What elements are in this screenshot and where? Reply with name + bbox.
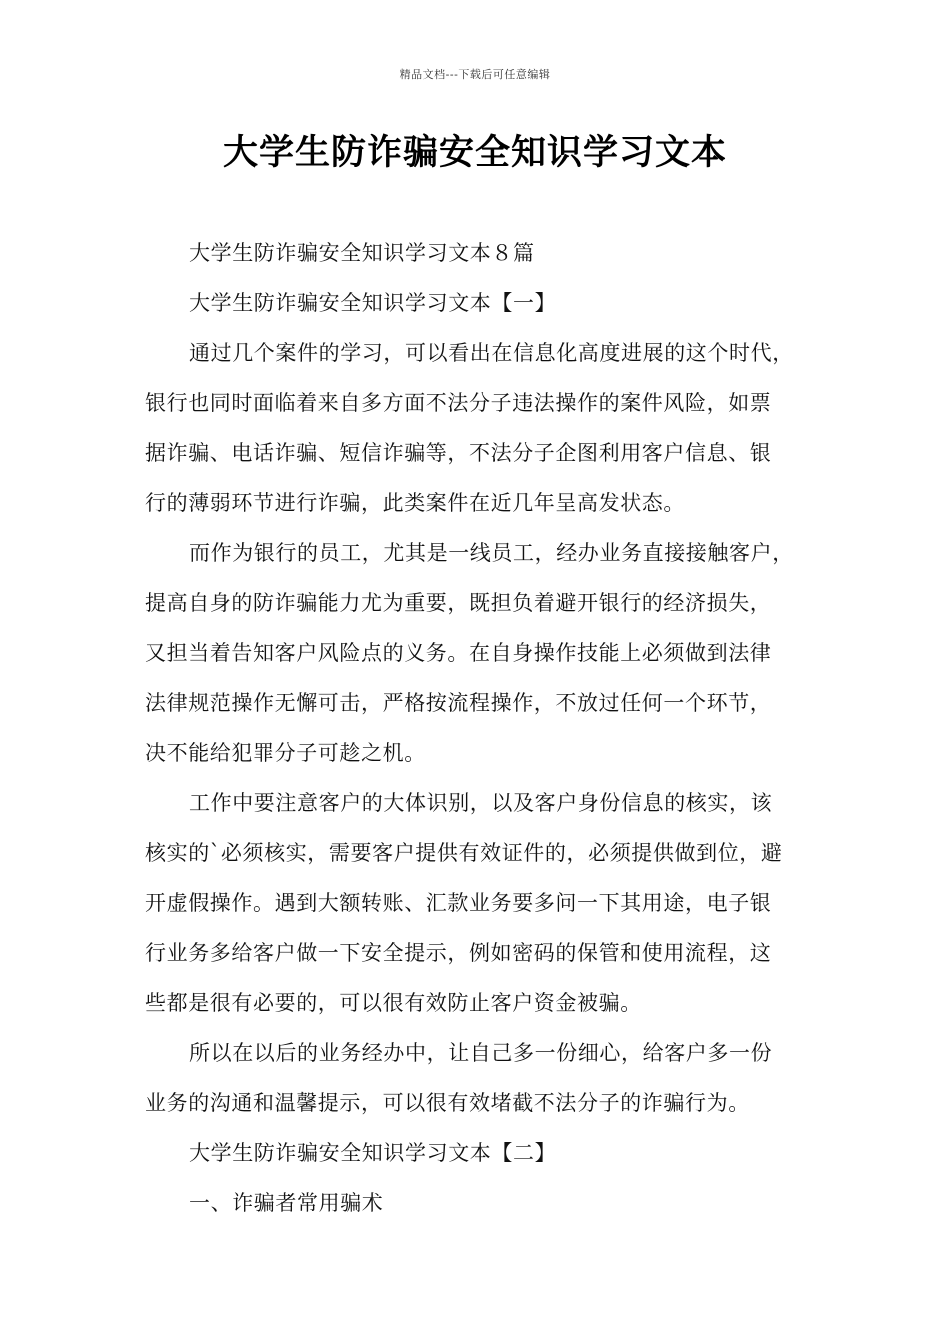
section-heading-1: 大学生防诈骗安全知识学习文本【一】	[189, 291, 557, 315]
paragraph-line: 行业务多给客户做一下安全提示，例如密码的保管和使用流程，这	[145, 941, 772, 965]
paragraph-line: 决不能给犯罪分子可趁之机。	[145, 741, 426, 765]
paragraph-line: 工作中要注意客户的大体识别，以及客户身份信息的核实，该	[189, 791, 773, 815]
paragraph-3	[145, 778, 825, 1028]
section-2-item-1: 一、诈骗者常用骗术	[189, 1191, 384, 1215]
paragraph-line: 银行也同时面临着来自多方面不法分子违法操作的案件风险，如票	[145, 391, 772, 415]
paragraph-line: 所以在以后的业务经办中，让自己多一份细心，给客户多一份	[189, 1041, 773, 1065]
paragraph-line: 开虚假操作。遇到大额转账、汇款业务要多问一下其用途，电子银	[145, 891, 772, 915]
paragraph-1	[145, 328, 825, 528]
paragraph-line: 据诈骗、电话诈骗、短信诈骗等，不法分子企图利用客户信息、银	[145, 441, 772, 465]
paragraph-line: 行的薄弱环节进行诈骗，此类案件在近几年呈高发状态。	[145, 491, 685, 515]
paragraph-line: 而作为银行的员工，尤其是一线员工，经办业务直接接触客户，	[189, 541, 794, 565]
paragraph-line: 法律规范操作无懈可击，严格按流程操作，不放过任何一个环节，	[145, 691, 772, 715]
document-body	[145, 228, 825, 1228]
paragraph-line: 又担当着告知客户风险点的义务。在自身操作技能上必须做到法律	[145, 641, 772, 665]
paragraph-line: 提高自身的防诈骗能力尤为重要，既担负着避开银行的经济损失，	[145, 591, 772, 615]
paragraph-2	[145, 528, 825, 778]
document-subtitle-line: 大学生防诈骗安全知识学习文本８篇	[189, 241, 535, 265]
paragraph-line: 通过几个案件的学习，可以看出在信息化高度进展的这个时代，	[189, 341, 794, 365]
paragraph-line: 核实的`必须核实，需要客户提供有效证件的，必须提供做到位，避	[145, 841, 783, 865]
section-heading-2: 大学生防诈骗安全知识学习文本【二】	[189, 1141, 557, 1165]
paragraph-4	[145, 1028, 825, 1128]
document-title: 大学生防诈骗安全知识学习文本	[222, 133, 727, 173]
page-header-watermark: 精品文档---下载后可任意编辑	[399, 68, 551, 81]
paragraph-line: 业务的沟通和温馨提示，可以很有效堵截不法分子的诈骗行为。	[145, 1091, 750, 1115]
paragraph-line: 些都是很有必要的，可以很有效防止客户资金被骗。	[145, 991, 642, 1015]
